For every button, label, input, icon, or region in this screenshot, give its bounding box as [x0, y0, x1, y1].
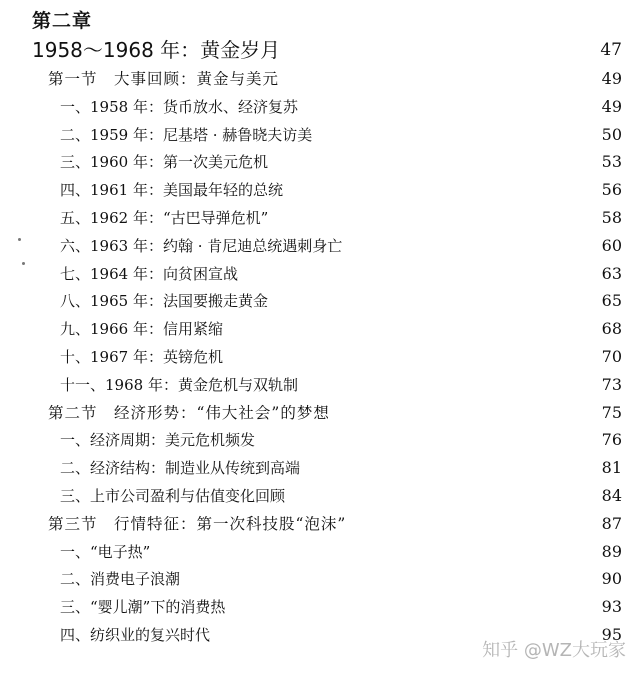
toc-section: [0, 66, 644, 92]
chapter-title: 1958～1968 年：黄金岁月: [32, 38, 281, 62]
toc-item: [0, 288, 644, 314]
section-title: 第一节 大事回顾：黄金与美元: [48, 70, 280, 88]
toc-item: [0, 539, 644, 565]
toc-item: [0, 372, 644, 398]
item-title: 八、1965 年：法国要搬走黄金: [60, 292, 268, 310]
item-title: 六、1963 年：约翰 · 肯尼迪总统遇刺身亡: [60, 237, 343, 255]
item-title: 一、经济周期：美元危机频发: [60, 431, 256, 449]
item-title: 十、1967 年：英镑危机: [60, 348, 223, 366]
page-number: 90: [601, 569, 622, 588]
page-number: 87: [601, 514, 622, 533]
page-number: 81: [601, 458, 622, 477]
page-number: 93: [601, 597, 622, 616]
item-title: 三、上市公司盈利与估值变化回顾: [60, 487, 286, 505]
page-number: 84: [601, 486, 622, 505]
page-number: 49: [601, 97, 622, 116]
toc-item: [0, 566, 644, 592]
toc-item: [0, 233, 644, 259]
item-title: 七、1964 年：向贫困宣战: [60, 265, 238, 283]
chapter-page: 47: [600, 40, 622, 60]
item-title: 九、1966 年：信用紧缩: [60, 320, 223, 338]
page-number: 58: [601, 208, 622, 227]
page-number: 65: [601, 291, 622, 310]
toc-item: [0, 344, 644, 370]
toc-item: [0, 205, 644, 231]
section-title: 第二节 经济形势：“伟大社会”的梦想: [48, 404, 330, 422]
scan-speck: [22, 262, 25, 265]
item-title: 十一、1968 年：黄金危机与双轨制: [60, 376, 298, 394]
toc-section: [0, 511, 644, 537]
toc-item: [0, 149, 644, 175]
page-number: 63: [601, 264, 622, 283]
page-number: 75: [601, 403, 622, 422]
item-title: 二、经济结构：制造业从传统到高端: [60, 459, 301, 477]
toc-item: [0, 122, 644, 148]
page-number: 68: [601, 319, 622, 338]
item-title: 二、1959 年：尼基塔 · 赫鲁晓夫访美: [60, 126, 313, 144]
toc-item: [0, 261, 644, 287]
toc-item: [0, 316, 644, 342]
item-title: 二、消费电子浪潮: [60, 570, 181, 588]
item-title: 四、纺织业的复兴时代: [60, 626, 211, 644]
item-title: 五、1962 年：“古巴导弹危机”: [60, 209, 269, 227]
page-number: 49: [601, 69, 622, 88]
item-title: 四、1961 年：美国最年轻的总统: [60, 181, 283, 199]
item-title: 三、“婴儿潮”下的消费热: [60, 598, 226, 616]
toc-item: [0, 177, 644, 203]
chapter-label: 第二章: [32, 10, 93, 32]
toc-item: [0, 455, 644, 481]
watermark: 知乎 @WZ大玩家: [482, 640, 626, 661]
page-number: 76: [601, 430, 622, 449]
toc-item: [0, 594, 644, 620]
page-number: 50: [601, 125, 622, 144]
page-number: 70: [601, 347, 622, 366]
chapter-heading: [0, 37, 644, 63]
toc-item: [0, 427, 644, 453]
item-title: 一、1958 年：货币放水、经济复苏: [60, 98, 298, 116]
toc-item: [0, 94, 644, 120]
item-title: 三、1960 年：第一次美元危机: [60, 153, 268, 171]
page-number: 56: [601, 180, 622, 199]
toc-item: [0, 483, 644, 509]
page-number: 73: [601, 375, 622, 394]
scan-speck: [18, 238, 21, 241]
page-number: 53: [601, 152, 622, 171]
toc-section: [0, 400, 644, 426]
page-number: 60: [601, 236, 622, 255]
page-number: 95: [601, 625, 622, 644]
page-number: 89: [601, 542, 622, 561]
section-title: 第三节 行情特征：第一次科技股“泡沫”: [48, 515, 347, 533]
item-title: 一、“电子热”: [60, 543, 151, 561]
